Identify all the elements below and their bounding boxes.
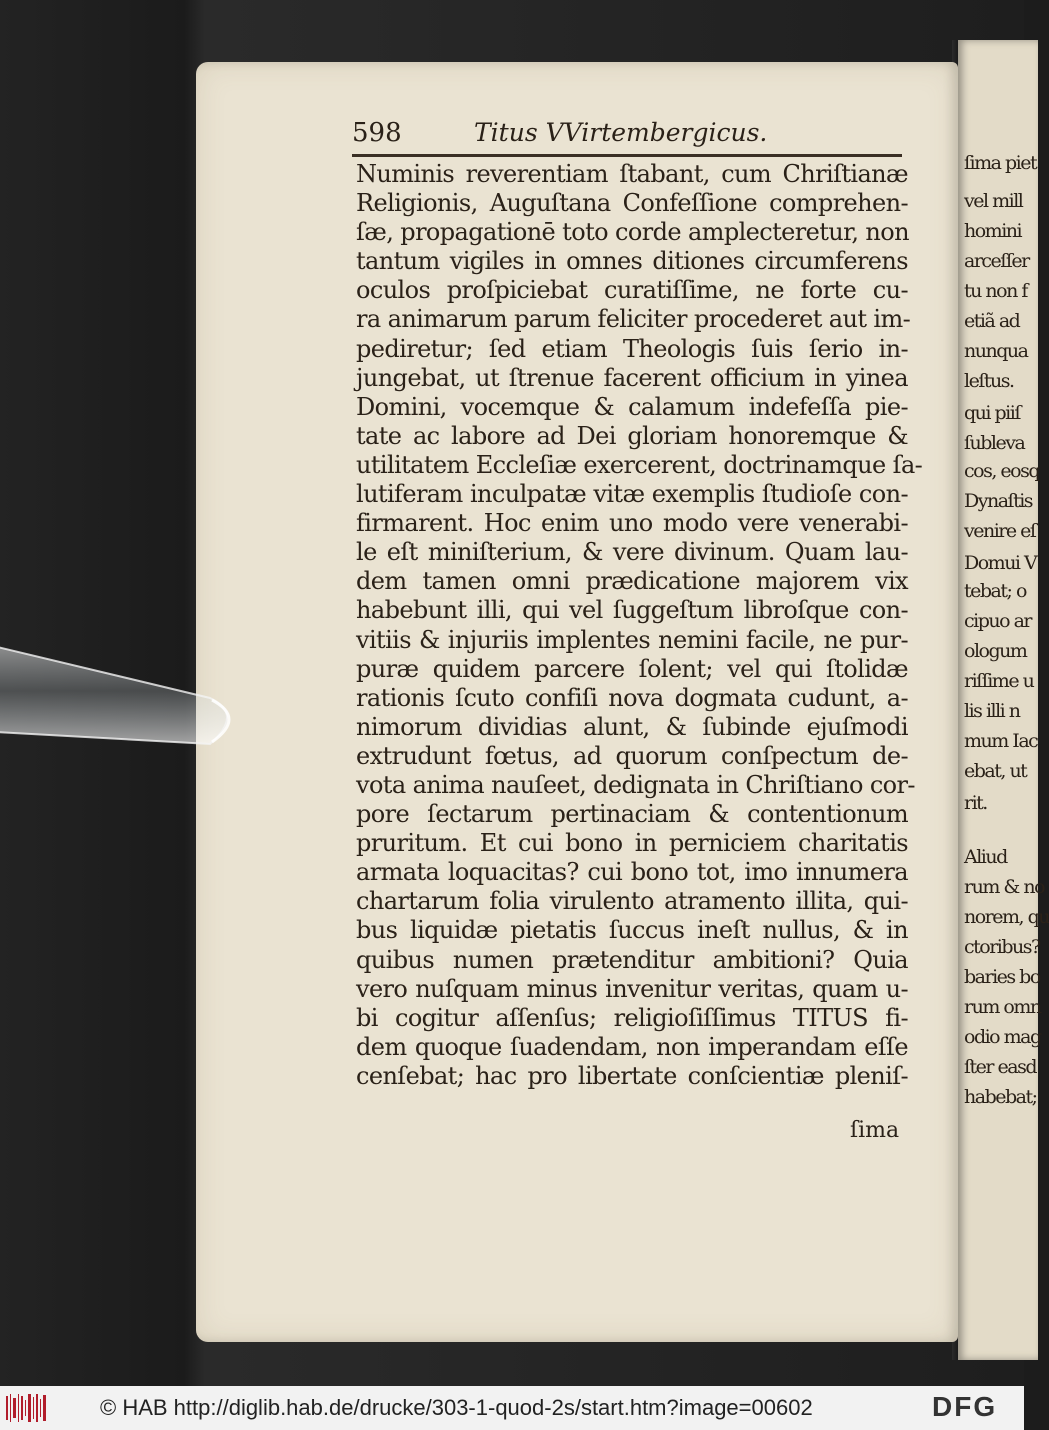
glass-page-holder-icon (0, 620, 250, 770)
facing-page-fragment: rum omn (964, 996, 1041, 1018)
facing-page-fragment: etiã ad (964, 310, 1020, 332)
running-head (352, 118, 908, 154)
page-body-text (356, 160, 923, 1091)
facing-page-edge (958, 40, 1049, 1360)
dfg-logo: DFG (932, 1391, 998, 1422)
text-line: ra animarum parum feliciter procederet aut im- (356, 305, 911, 334)
facing-page-fragment: rum & no (964, 876, 1045, 898)
facing-page-fragment: vel mill (964, 190, 1023, 212)
text-line: tate ac labore ad Dei gloriam honoremque & (356, 421, 908, 450)
text-line: vitiis & injuriis implentes nemini facile, ne pur- (356, 625, 908, 654)
text-line: pruritum. Et cui bono in perniciem charitatis (356, 829, 908, 858)
text-line: oculos proſpiciebat curatiſſime, ne forte cu- (356, 276, 908, 305)
text-line: rationis ſcuto confiſi nova dogmata cudunt, a- (356, 683, 908, 712)
text-line: nimorum dividias alunt, & ſubinde ejuſmodi (356, 712, 908, 741)
text-line: dem tamen omni prædicatione majorem vix (356, 567, 908, 596)
text-line: pediretur; ſed etiam Theologis ſuis ſerio in- (356, 334, 908, 363)
facing-page-fragment: baries bo (964, 966, 1040, 988)
page-number: 598 (352, 118, 402, 148)
text-line: habebunt illi, qui vel ſuggeſtum libroſque con- (356, 596, 908, 625)
facing-page-fragment: qui piiſ (964, 402, 1020, 424)
text-line: dem quoque ſuadendam, non imperandam eſſe (356, 1032, 908, 1061)
text-line: vero nuſquam minus invenitur veritas, quam u- (356, 974, 908, 1003)
facing-page-fragment: Aliud (964, 846, 1007, 868)
facing-page-fragment: tebat; o (964, 580, 1026, 602)
text-line: lutiferam inculpatæ vitæ exemplis ſtudioſe con- (356, 480, 908, 509)
text-line: extrudunt fœtus, ad quorum conſpectum de- (356, 741, 908, 770)
copyright-url: © HAB http://diglib.hab.de/drucke/303-1-quod-2s/start.htm?image=00602 (100, 1395, 813, 1420)
text-line: quibus numen prætenditur ambitioni? Quia (356, 945, 908, 974)
facing-page-fragment: odio mag (964, 1026, 1041, 1048)
facing-page-fragment: nunqua (964, 340, 1028, 362)
text-line: Religionis, Auguſtana Confeſſione comprehen- (356, 189, 908, 218)
facing-page-fragment: ctoribus? (964, 936, 1040, 958)
facing-page-fragment: norem, qu (964, 906, 1049, 928)
text-line: vota anima nauſeet, dedignata in Chriſtiano cor- (356, 770, 915, 799)
facing-page-fragment: homini (964, 220, 1022, 242)
facing-page-fragment: cos, eosq (964, 460, 1040, 482)
facing-page-fragment: Dynaſtis (964, 490, 1033, 512)
facing-page-fragment: habebat; (964, 1086, 1037, 1108)
facing-page-fragment: ſter easd (964, 1056, 1037, 1078)
facing-page-fragment: ebat, ut (964, 760, 1027, 782)
text-line: Domini, vocemque & calamum indefeſſa pie- (356, 392, 908, 421)
facing-page-fragment: leſtus. (964, 370, 1014, 392)
facing-page-fragment: ſubleva (964, 432, 1025, 454)
facing-page-fragment: ologum (964, 640, 1027, 662)
barcode-logo-icon (6, 1394, 48, 1422)
facing-page-fragment: cipuo ar (964, 610, 1032, 632)
text-line: utilitatem Eccleſiæ exercerent, doctrinamque ſa- (356, 450, 923, 479)
text-line: ſæ, propagationē toto corde amplecteretur, non (356, 218, 909, 247)
text-line: chartarum folia virulento atramento illita, qui- (356, 887, 908, 916)
facing-page-fragment: rit. (964, 792, 987, 814)
facing-page-fragment: arceſſer (964, 250, 1029, 272)
facing-page-fragment: venire eſ (964, 520, 1036, 542)
facing-page-fragment: ſima piet (964, 152, 1037, 174)
text-line: jungebat, ut ſtrenue facerent officium in yinea (356, 363, 908, 392)
text-line: tantum vigiles in omnes ditiones circumferens (356, 247, 908, 276)
text-line: puræ quidem parcere ſolent; vel qui ſtolidæ (356, 654, 908, 683)
catchword: ſima (850, 1118, 900, 1143)
header-rule (352, 154, 902, 157)
text-line: armata loquacitas? cui bono tot, imo innumera (356, 858, 908, 887)
viewer-footer (0, 1386, 1024, 1430)
facing-page-fragment: tu non f (964, 280, 1027, 302)
text-line: cenſebat; hac pro libertate conſcientiæ pleniſ- (356, 1061, 908, 1090)
facing-page-fragment: lis illi n (964, 700, 1020, 722)
text-line: le eſt miniſterium, & vere divinum. Quam lau- (356, 538, 908, 567)
text-line: firmarent. Hoc enim uno modo vere venerabi- (356, 509, 908, 538)
text-line: bi cogitur aſſenſus; religioſiſſimus TITUS fi- (356, 1003, 908, 1032)
facing-page-fragment: riſſime u (964, 670, 1034, 692)
facing-page-fragment: mum Iac (964, 730, 1038, 752)
text-line: pore ſectarum pertinaciam & contentionum (356, 800, 908, 829)
running-title: Titus VVirtembergicus. (474, 118, 768, 147)
facing-page-fragment: Domui V (964, 552, 1037, 574)
text-line: bus liquidæ pietatis ſuccus ineſt nullus, & in (356, 916, 908, 945)
text-line: Numinis reverentiam ſtabant, cum Chriſtianæ (356, 160, 908, 188)
